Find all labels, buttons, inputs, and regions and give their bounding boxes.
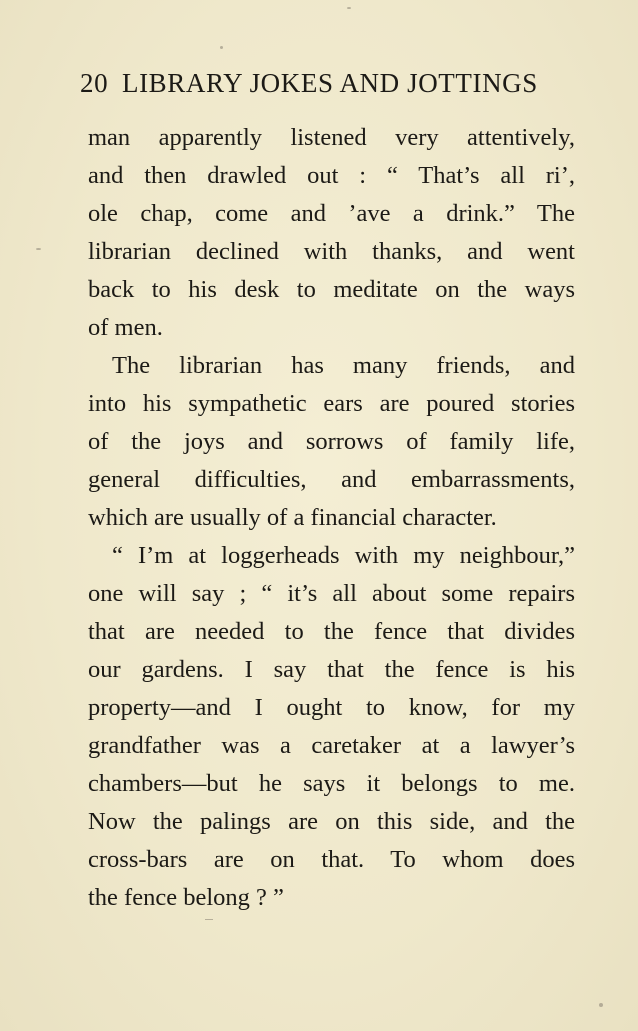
text-line: “ I’m at loggerheads with my neighbour,” xyxy=(112,542,575,569)
text-line: property—and I ought to know, for my xyxy=(88,694,575,721)
text-line: which are usually of a financial character. xyxy=(88,504,497,531)
text-line: and then drawled out : “ That’s all ri’, xyxy=(88,162,575,189)
text-line: back to his desk to meditate on the ways xyxy=(88,276,575,303)
text-line: into his sympathetic ears are poured stories xyxy=(88,390,575,417)
text-line: librarian declined with thanks, and went xyxy=(88,238,575,265)
text-line: Now the palings are on this side, and the xyxy=(88,808,575,835)
paper-speck xyxy=(220,46,223,49)
text-line: of men. xyxy=(88,314,163,341)
text-line: one will say ; “ it’s all about some repairs xyxy=(88,580,575,607)
text-line: grandfather was a caretaker at a lawyer’s xyxy=(88,732,575,759)
text-line: the fence belong ? ” xyxy=(88,884,284,911)
text-line: cross-bars are on that. To whom does xyxy=(88,846,575,873)
text-line: of the joys and sorrows of family life, xyxy=(88,428,575,455)
paper-speck xyxy=(347,7,351,9)
body-text xyxy=(88,119,575,917)
text-line: man apparently listened very attentively, xyxy=(88,124,575,151)
text-line: that are needed to the fence that divides xyxy=(88,618,575,645)
text-line: ole chap, come and ’ave a drink.” The xyxy=(88,200,575,227)
running-header xyxy=(80,68,578,102)
text-line: chambers—but he says it belongs to me. xyxy=(88,770,575,797)
text-line: The librarian has many friends, and xyxy=(112,352,575,379)
paper-speck xyxy=(599,1003,603,1007)
running-title: LIBRARY JOKES AND JOTTINGS xyxy=(122,68,538,98)
paper-speck xyxy=(36,248,41,250)
paper-speck xyxy=(205,919,213,920)
text-line: our gardens. I say that the fence is his xyxy=(88,656,575,683)
page-number: 20 xyxy=(80,68,109,98)
text-line: general difficulties, and embarrassments, xyxy=(88,466,575,493)
